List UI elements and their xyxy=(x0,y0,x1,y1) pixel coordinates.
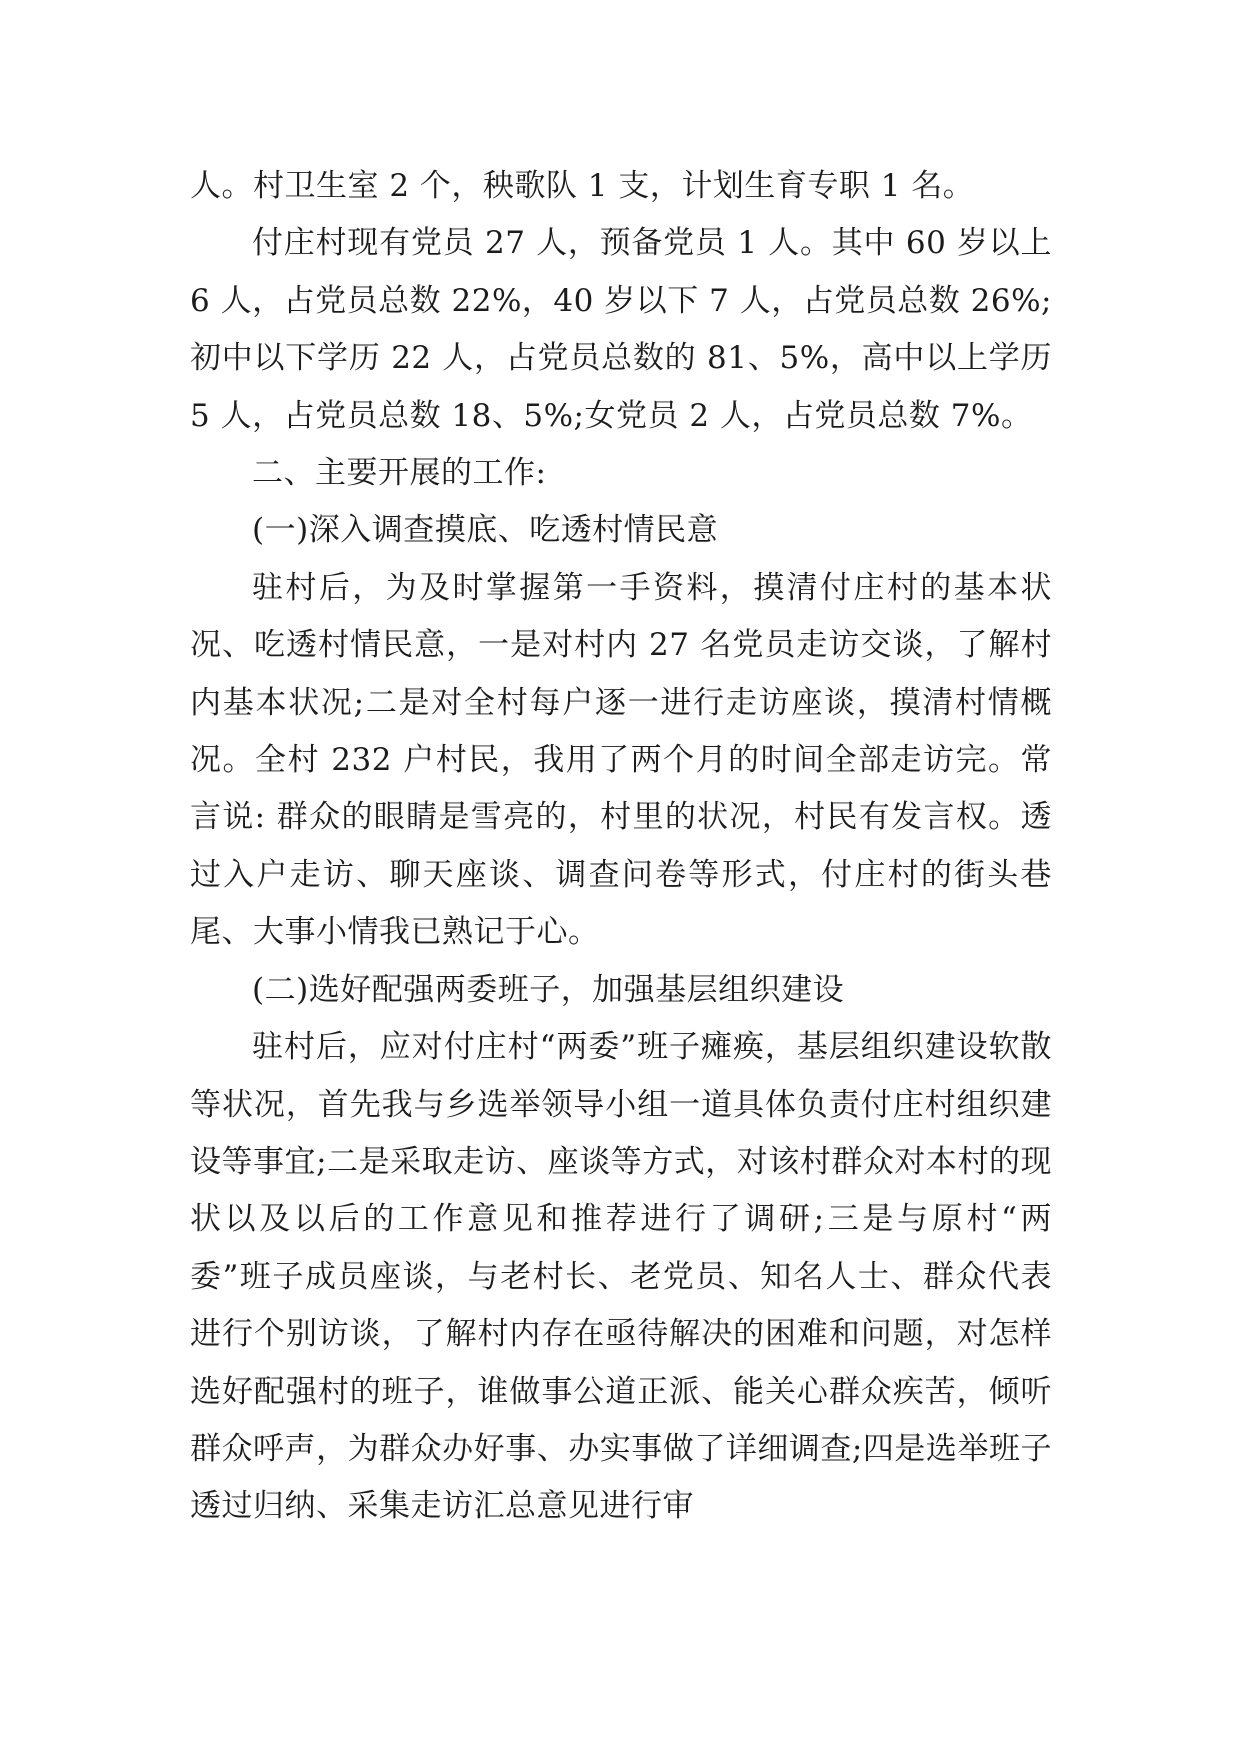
subsection-heading-2: (二)选好配强两委班子，加强基层组织建设 xyxy=(252,971,845,1008)
section-heading-main-work: 二、主要开展的工作: xyxy=(252,455,547,492)
subsection-heading-1: (一)深入调查摸底、吃透村情民意 xyxy=(252,512,719,549)
paragraph-party-member-stats: 付庄村现有党员 27 人，预备党员 1 人。其中 60 岁以上 6 人，占党员总数 22%，40 岁以下 7 人，占党员总数 26%;初中以下学历 22 人，占党员总数的 81、5%，高中以上学历 5 人，占党员总数 18、5%;女党员 2 人，占党员总数 7%。 xyxy=(190,225,1052,434)
paragraph-organization-building: 驻村后，应对付庄村“两委”班子瘫痪，基层组织建设软散等状况，首先我与乡选举领导小组一道具体负责付庄村组织建设等事宜;二是采取走访、座谈等方式，对该村群众对本村的现状以及以后的工作意见和推荐进行了调研;三是与原村“两委”班子成员座谈，与老村长、老党员、知名人士、群众代表进行个别访谈，了解村内存在亟待解决的困难和问题，对怎样选好配强村的班子，谁做事公道正派、能关心群众疾苦，倾听群众呼声，为群众办好事、办实事做了详细调查;四是选举班子透过归纳、采集走访汇总意见进行审 xyxy=(190,1029,1052,1525)
paragraph-village-facilities: 人。村卫生室 2 个，秧歌队 1 支，计划生育专职 1 名。 xyxy=(190,168,975,204)
paragraph-investigation: 驻村后，为及时掌握第一手资料，摸清付庄村的基本状况、吃透村情民意，一是对村内 27 名党员走访交谈，了解村内基本状况;二是对全村每户逐一进行走访座谈，摸清村情概况。全村 232 户村民，我用了两个月的时间全部走访完。常言说: 群众的眼睛是雪亮的，村里的状况，村民有发言权。透过入户走访、聊天座谈、调查问卷等形式，付庄村的街头巷尾、大事小情我已熟记于心。 xyxy=(190,569,1052,951)
document-body xyxy=(190,158,1052,1536)
